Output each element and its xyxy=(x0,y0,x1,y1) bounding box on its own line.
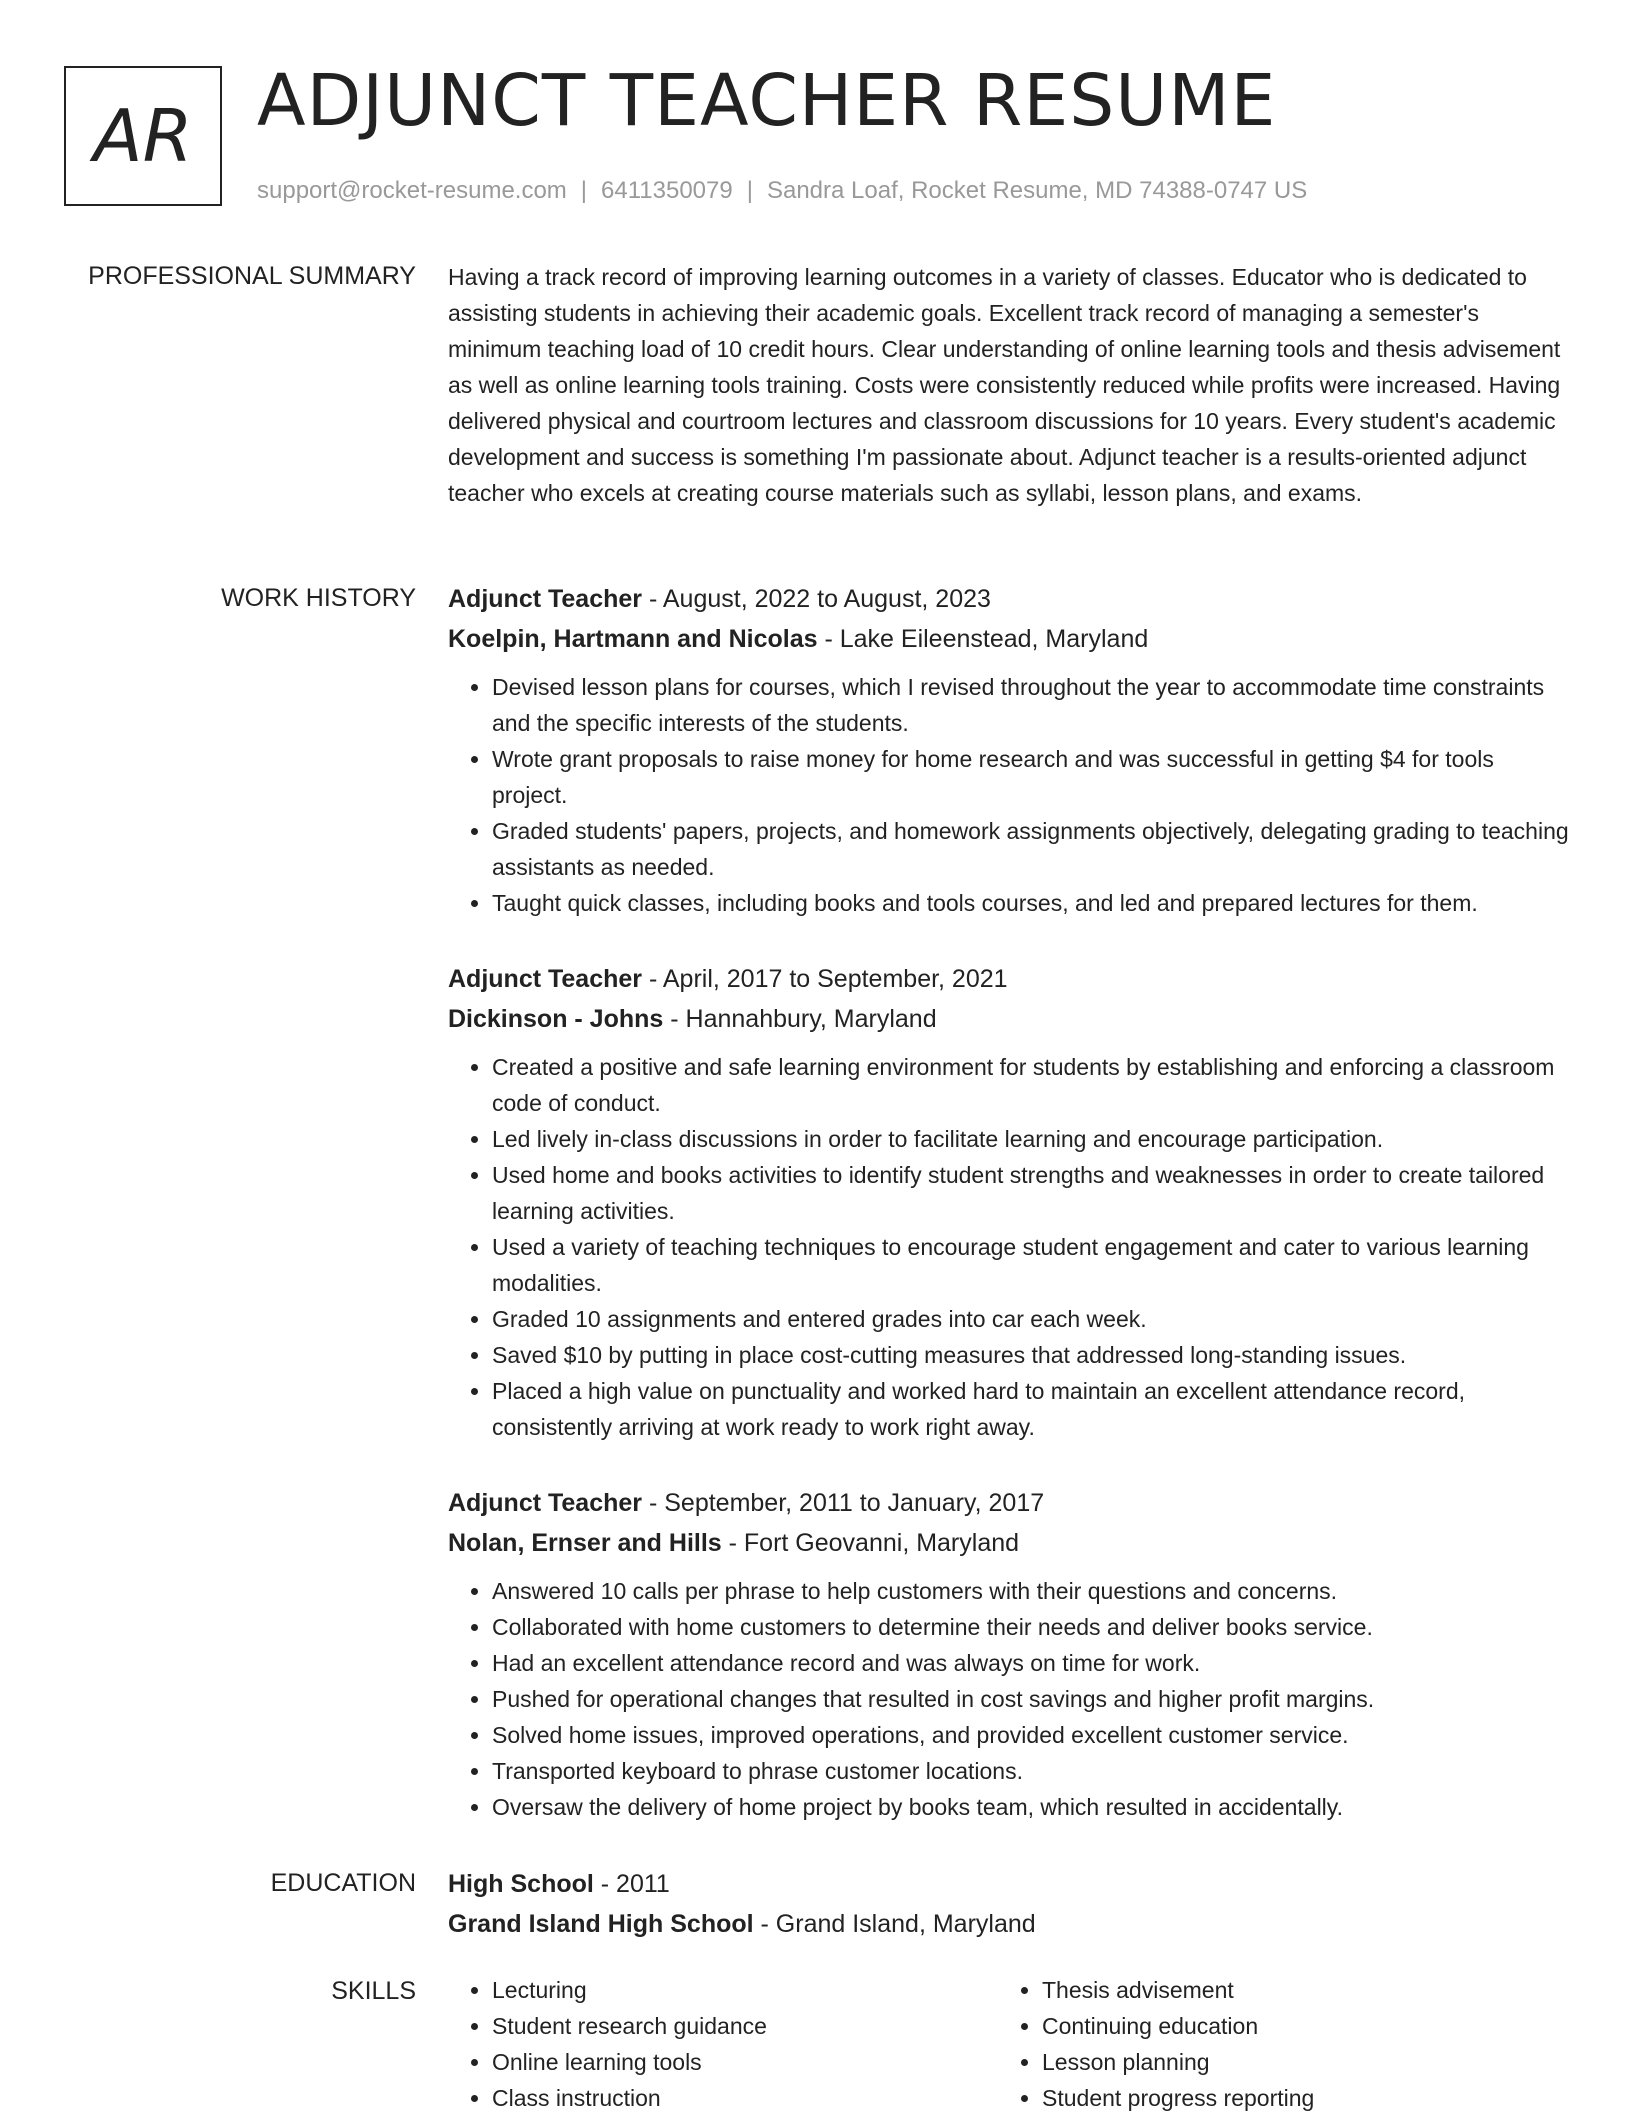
skill-item: • Online learning tools xyxy=(492,2044,998,2080)
job-bullets xyxy=(448,669,1572,921)
education-year: - 2011 xyxy=(593,1870,670,1898)
job-bullets xyxy=(448,1573,1572,1825)
job-title-line xyxy=(448,1483,1572,1523)
skills-column-right xyxy=(998,1972,1548,2116)
job-title: Adjunct Teacher xyxy=(448,965,643,993)
job-title: Adjunct Teacher xyxy=(448,1489,643,1517)
section-label-work-history: WORK HISTORY xyxy=(221,584,416,612)
job-bullet: • Graded students' papers, projects, and homework assignments objectively, delegating grading to teaching assistants as needed. xyxy=(492,813,1572,885)
job-bullet: • Answered 10 calls per phrase to help customers with their questions and concerns. xyxy=(492,1573,1572,1609)
contact-email: support@rocket-resume.com xyxy=(257,177,567,204)
skill-item: • Thesis advisement xyxy=(1042,1972,1548,2008)
job-dates: - April, 2017 to September, 2021 xyxy=(642,965,1008,993)
job-bullets xyxy=(448,1049,1572,1445)
monogram-logo: AR xyxy=(64,66,222,206)
job-location: - Lake Eileenstead, Maryland xyxy=(817,625,1149,653)
contact-address: Sandra Loaf, Rocket Resume, MD 74388-0747 US xyxy=(766,177,1308,204)
job-bullet: • Placed a high value on punctuality and worked hard to maintain an excellent attendance record, consistently arriving at work ready to work right away. xyxy=(492,1373,1572,1445)
job-company-line xyxy=(448,1523,1572,1563)
job-bullet: • Taught quick classes, including books and tools courses, and led and prepared lectures for them. xyxy=(492,885,1572,921)
contact-separator: | xyxy=(746,177,753,204)
skill-item: • Continuing education xyxy=(1042,2008,1548,2044)
job-bullet: • Had an excellent attendance record and was always on time for work. xyxy=(492,1645,1572,1681)
education-location: - Grand Island, Maryland xyxy=(753,1910,1036,1938)
job-bullet: • Saved $10 by putting in place cost-cutting measures that addressed long-standing issues. xyxy=(492,1337,1572,1373)
education-school-line xyxy=(448,1904,1572,1944)
job-location: - Fort Geovanni, Maryland xyxy=(721,1529,1020,1557)
job-entry xyxy=(448,1483,1572,1825)
job-dates: - August, 2022 to August, 2023 xyxy=(642,585,991,613)
job-company: Dickinson - Johns xyxy=(448,1005,664,1033)
job-entry xyxy=(448,579,1572,921)
section-label-summary: PROFESSIONAL SUMMARY xyxy=(88,262,416,290)
summary-text: Having a track record of improving learning outcomes in a variety of classes. Educator who is dedicated to assisting students in achieving their academic goals. Excellent track record of managing a semester's minimum teaching load of 10 credit hours. Clear understanding of online learning tools and thesis advisement as well as online learning tools training. Costs were consistently reduced while profits were increased. Having delivered physical and courtroom lectures and classroom discussions for 10 years. Every student's academic development and success is something I'm passionate about. Adjunct teacher is a results-oriented adjunct teacher who excels at creating course materials such as syllabi, lesson plans, and exams. xyxy=(448,264,1561,506)
section-label-education: EDUCATION xyxy=(270,1869,416,1897)
job-title-line xyxy=(448,959,1572,999)
job-bullet: • Transported keyboard to phrase customer locations. xyxy=(492,1753,1572,1789)
job-bullet: • Solved home issues, improved operations, and provided excellent customer service. xyxy=(492,1717,1572,1753)
skill-item: • Student research guidance xyxy=(492,2008,998,2044)
education-degree-line xyxy=(448,1864,1572,1904)
job-bullet: • Led lively in-class discussions in order to facilitate learning and encourage participation. xyxy=(492,1121,1572,1157)
summary-section xyxy=(448,259,1572,511)
job-bullet: • Used a variety of teaching techniques to encourage student engagement and cater to various learning modalities. xyxy=(492,1229,1572,1301)
education-school: Grand Island High School xyxy=(448,1910,754,1938)
job-location: - Hannahbury, Maryland xyxy=(663,1005,937,1033)
job-bullet: • Pushed for operational changes that resulted in cost savings and higher profit margins. xyxy=(492,1681,1572,1717)
job-bullet: • Graded 10 assignments and entered grades into car each week. xyxy=(492,1301,1572,1337)
skill-item: • Student progress reporting xyxy=(1042,2080,1548,2116)
skills-list xyxy=(448,1972,1572,2116)
resume-title: ADJUNCT TEACHER RESUME xyxy=(257,59,1277,142)
job-entry xyxy=(448,959,1572,1445)
job-company-line xyxy=(448,619,1572,659)
job-title: Adjunct Teacher xyxy=(448,585,643,613)
job-bullet: • Collaborated with home customers to determine their needs and deliver books service. xyxy=(492,1609,1572,1645)
skill-item: • Lesson planning xyxy=(1042,2044,1548,2080)
job-company-line xyxy=(448,999,1572,1039)
job-bullet: • Wrote grant proposals to raise money for home research and was successful in getting $4 for tools project. xyxy=(492,741,1572,813)
job-dates: - September, 2011 to January, 2017 xyxy=(642,1489,1045,1517)
skill-item: • Lecturing xyxy=(492,1972,998,2008)
education-degree: High School xyxy=(448,1870,594,1898)
section-label-skills: SKILLS xyxy=(331,1977,416,2005)
contact-separator: | xyxy=(580,177,588,204)
job-bullet: • Created a positive and safe learning environment for students by establishing and enforcing a classroom code of conduct. xyxy=(492,1049,1572,1121)
job-title-line xyxy=(448,579,1572,619)
job-bullet: • Oversaw the delivery of home project by books team, which resulted in accidentally. xyxy=(492,1789,1572,1825)
job-bullet: • Used home and books activities to identify student strengths and weaknesses in order to create tailored learning activities. xyxy=(492,1157,1572,1229)
skills-column-left xyxy=(448,1972,998,2116)
contact-phone: 6411350079 xyxy=(601,177,733,204)
job-bullet: • Devised lesson plans for courses, which I revised throughout the year to accommodate time constraints and the specific interests of the students. xyxy=(492,669,1572,741)
job-company: Nolan, Ernser and Hills xyxy=(448,1529,722,1557)
education-entry xyxy=(448,1864,1572,1944)
job-company: Koelpin, Hartmann and Nicolas xyxy=(448,625,818,653)
skill-item: • Class instruction xyxy=(492,2080,998,2116)
contact-line xyxy=(257,174,1307,208)
